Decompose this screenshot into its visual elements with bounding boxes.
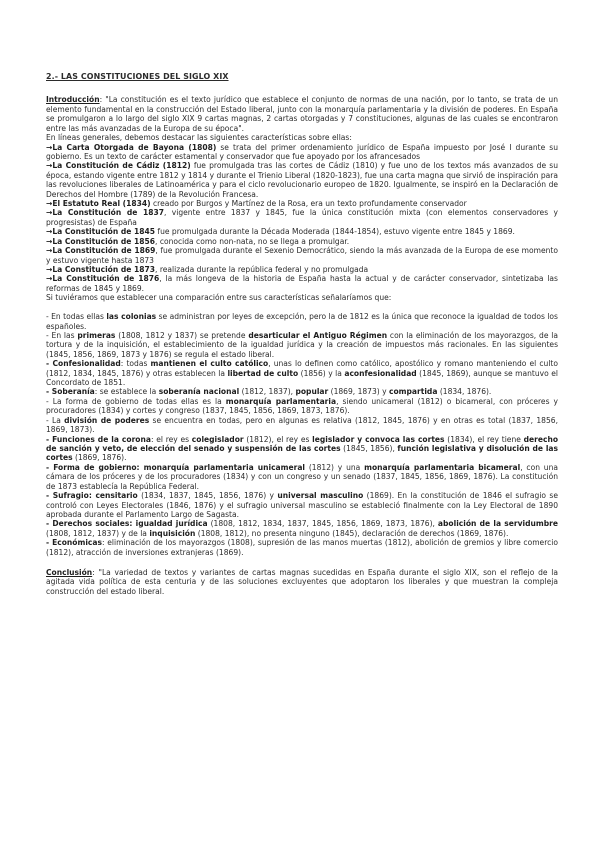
comparison-soberania: [46, 387, 558, 396]
text: se administran por leyes de excepción, pero la de 1812 es la única que reconoce la igualdad de todos los españoles.: [46, 312, 558, 331]
comparison-forma-gobierno: [46, 397, 558, 416]
emphasis: división de poderes: [64, 415, 150, 425]
emphasis: derecho de sanción y veto, de elección del senado y suspensión de las cortes: [46, 434, 559, 453]
constitution-text: , fue promulgada durante el Sexenio Democrático, siendo la más avanzada de la Europa de ese momento y estuvo vigente hasta 1873: [46, 246, 558, 265]
constitution-item: [46, 199, 558, 208]
text: - En las: [46, 330, 78, 340]
text: (1808, 1812, 1837) y de la: [46, 528, 150, 538]
arrow-icon: →: [46, 227, 53, 237]
text: (1808, 1812), no presenta ninguno (1845), declaración de derechos (1869, 1876).: [195, 528, 509, 538]
constitution-item: [46, 227, 558, 236]
emphasis: compartida: [389, 387, 438, 397]
text: se encuentra en todas, pero en algunas es relativa (1812, 1845, 1876) y en otras es total (1837, 1856, 1869, 1873).: [46, 415, 558, 435]
emphasis: función legislativa y disolución de las cortes: [46, 444, 558, 463]
text: (1834, 1876).: [437, 387, 492, 397]
arrow-icon: →: [46, 246, 53, 256]
emphasis: - Económicas: [46, 538, 102, 548]
emphasis: soberanía nacional: [158, 387, 240, 397]
emphasis: - Soberanía: [46, 387, 95, 397]
emphasis: - Confesionalidad: [46, 359, 121, 369]
comparison-primeras: [46, 331, 558, 359]
constitution-text: , vigente entre 1837 y 1845, fue la única constitución mixta (con elementos conservadores y progresistas) de España: [46, 208, 558, 227]
constitution-text: , la más longeva de la historia de España hasta la actual y de carácter conservador, sintetizaba las reformas de 1845 y 1869.: [46, 274, 558, 293]
comparison-intro: Si tuviéramos que establecer una comparación entre sus características señalaríamos que:: [46, 293, 392, 303]
text: (1856) y la: [298, 368, 345, 378]
text: , siendo unicameral (1812) o bicameral, con próceres y procuradores (1834) y cortes y congreso (1837, 1845, 1856, 1869, 1873, 1876).: [46, 396, 558, 416]
emphasis: - Sufragio: censitario: [46, 491, 138, 501]
constitution-item: [46, 208, 558, 227]
conclusion-label: Conclusión: [46, 568, 93, 578]
text: (1845, 1856),: [340, 444, 398, 453]
text: - La forma de gobierno de todas ellas es la: [46, 396, 226, 406]
constitution-name: La Constitución de 1869: [52, 246, 156, 256]
arrow-icon: →: [46, 142, 53, 152]
arrow-icon: →: [46, 236, 53, 246]
text: (1869, 1876).: [72, 453, 127, 463]
constitution-name: El Estatuto Real (1834): [52, 199, 151, 209]
arrow-icon: →: [46, 274, 53, 284]
introduction-text: : "La constitución es el texto jurídico que establece el conjunto de normas de una nación, por lo tanto, se trata de un elemento fundamental en la construcción del Estado liberal, junto con la monarquía parlamentaria y la división de poderes. En España se promulgaron a lo largo del siglo XIX 9 cartas magnas, 2 cartas otorgadas y 7 constituciones, algunas de las cuales se encontraron entre las más avanzadas de la Europa de su época".: [46, 95, 558, 133]
constitution-name: La Carta Otorgada de Bayona (1808): [52, 142, 217, 152]
comparison-economicas: [46, 538, 558, 557]
arrow-icon: →: [46, 199, 53, 209]
constitution-text: fue promulgada tras las cortes de Cádiz (1810) y fue uno de los textos más avanzados de su época, estando vigente entre 1812 y 1814 y durante el Trienio Liberal (1820-1823), fue una carta magna que sirvió de inspiración para las revoluciones liberales de Latinoamérica y para el ciclo revolucionario europeo de 1820. Igualmente, se inspiró en la Declaración de Derechos del Hombre (1789) de la Revolución Francesa.: [46, 161, 558, 199]
text: : todas: [120, 359, 151, 369]
emphasis: colegislador: [191, 434, 244, 444]
constitution-item: [46, 237, 558, 246]
emphasis: universal masculino: [277, 491, 364, 501]
comparison-colonias: [46, 312, 558, 331]
constitution-name: La Constitución de 1876: [52, 274, 160, 284]
comparison-forma-gobierno-detalle: [46, 463, 558, 491]
arrow-icon: →: [46, 265, 53, 275]
constitution-item: [46, 143, 558, 162]
emphasis: - Forma de gobierno: monarquía parlamentaria unicameral: [46, 462, 306, 472]
emphasis: libertad de culto: [227, 368, 299, 378]
emphasis: mantienen el culto católico: [150, 359, 269, 369]
emphasis: inquisición: [149, 528, 196, 538]
text: - En todas ellas: [46, 312, 107, 322]
text: (1845, 1869), aunque se mantuvo el Concordato de 1851.: [46, 368, 558, 388]
characteristics-intro: En líneas generales, debemos destacar las siguientes características sobre ellas:: [46, 133, 352, 143]
text: , con una cámara de los próceres y de los procuradores (1834) y con un congreso y un senado (1837, 1845, 1856, 1869, 1876). La constitución de 1873 establecía la República Federal.: [46, 462, 558, 491]
emphasis: monarquía parlamentaria: [225, 396, 337, 406]
text: (1812, 1837),: [239, 387, 296, 397]
introduction-label: Introducción: [46, 95, 100, 105]
constitution-text: se trata del primer ordenamiento jurídico de España impuesto por José I durante su gobierno. Es un texto de carácter estamental y conservador que fue apoyado por los afrancesados: [46, 142, 558, 161]
constitution-name: La Constitución de 1845: [52, 227, 156, 237]
comparison-division-poderes: [46, 416, 558, 435]
emphasis: - Funciones de la corona: [46, 434, 151, 444]
comparison-funciones-corona: [46, 435, 558, 463]
emphasis: aconfesionalidad: [344, 368, 417, 378]
spacer: [46, 557, 558, 568]
constitution-text: , conocida como non-nata, no se llega a promulgar.: [155, 236, 350, 246]
document-page: [46, 72, 558, 596]
constitution-text: creado por Burgos y Martínez de la Rosa, era un texto profundamente conservador: [150, 199, 467, 209]
text: con la eliminación de los mayorazgos, de la tortura y de la inquisición, el establecimiento de la igualdad jurídica y la creación de impuestos más racionales. En las siguientes (1845, 1856, 1869, 1873 y 1876) se regula el estado liberal.: [46, 330, 559, 359]
emphasis: - Derechos sociales: igualdad jurídica: [46, 519, 208, 529]
constitution-name: La Constitución de 1837: [52, 208, 164, 218]
arrow-icon: →: [46, 208, 53, 218]
comparison-sufragio: [46, 491, 558, 519]
spacer: [46, 303, 558, 312]
constitution-item: [46, 246, 558, 265]
text: : el rey es: [150, 434, 192, 444]
constitution-text: , realizada durante la república federal y no promulgada: [155, 265, 369, 275]
conclusion-paragraph: [46, 568, 558, 596]
text: (1812), el rey es: [243, 434, 313, 444]
text: : se establece la: [94, 387, 159, 397]
text: (1834, 1837, 1845, 1856, 1876) y: [137, 491, 278, 501]
text: , unas lo definen como católico, apostólico y romano manteniendo el culto (1812, 1834, 1845, 1876) y otras establecen la: [46, 359, 559, 378]
introduction-paragraph: [46, 95, 558, 133]
text: (1812) y una: [305, 462, 365, 472]
constitution-name: La Constitución de 1873: [52, 265, 156, 275]
constitution-item: [46, 265, 558, 274]
constitution-item: [46, 161, 558, 199]
text: : eliminación de los mayorazgos (1808), supresión de las manos muertas (1812), abolición de gremios y libre comercio (1812), atracción de inversiones extranjeras (1869).: [46, 538, 558, 557]
emphasis: abolición de la servidumbre: [437, 519, 558, 529]
emphasis: popular: [295, 387, 329, 397]
conclusion-text: : "La variedad de textos y variantes de cartas magnas sucedidas en España durante el siglo XIX, son el reflejo de la agitada vida política de esta centuria y de las soluciones excluyentes que adoptaron los liberales y que muestran la compleja construcción del estado liberal.: [46, 568, 558, 596]
emphasis: desarticular el Antiguo Régimen: [248, 330, 388, 340]
text: - La: [46, 415, 65, 425]
comparison-confesionalidad: [46, 359, 558, 387]
text: (1869). En la constitución de 1846 el sufragio se controló con Leyes Electorales (1846, 1876) y el sufragio universal masculino se estableció finalmente con la Ley Electoral de 1890 aprobada durante el Parlamento Largo de Sagasta.: [46, 491, 558, 519]
text: (1834), el rey tiene: [444, 434, 524, 444]
arrow-icon: →: [46, 161, 53, 171]
comparison-derechos-sociales: [46, 519, 558, 538]
text: (1869, 1873) y: [328, 387, 389, 397]
text: (1808, 1812 y 1837) se pretende: [115, 330, 249, 340]
section-title: 2.- LAS CONSTITUCIONES DEL SIGLO XIX: [46, 72, 229, 81]
constitution-item: [46, 274, 558, 293]
text: (1808, 1812, 1834, 1837, 1845, 1856, 1869, 1873, 1876),: [207, 519, 438, 529]
constitution-name: La Constitución de 1856: [52, 236, 156, 246]
emphasis: las colonias: [106, 312, 157, 322]
emphasis: primeras: [77, 330, 116, 340]
emphasis: monarquía parlamentaria bicameral: [364, 462, 521, 472]
emphasis: legislador y convoca las cortes: [312, 434, 445, 444]
constitution-text: fue promulgada durante la Década Moderada (1844-1854), estuvo vigente entre 1845 y 1869.: [155, 227, 515, 237]
constitution-name: La Constitución de Cádiz (1812): [52, 161, 191, 171]
